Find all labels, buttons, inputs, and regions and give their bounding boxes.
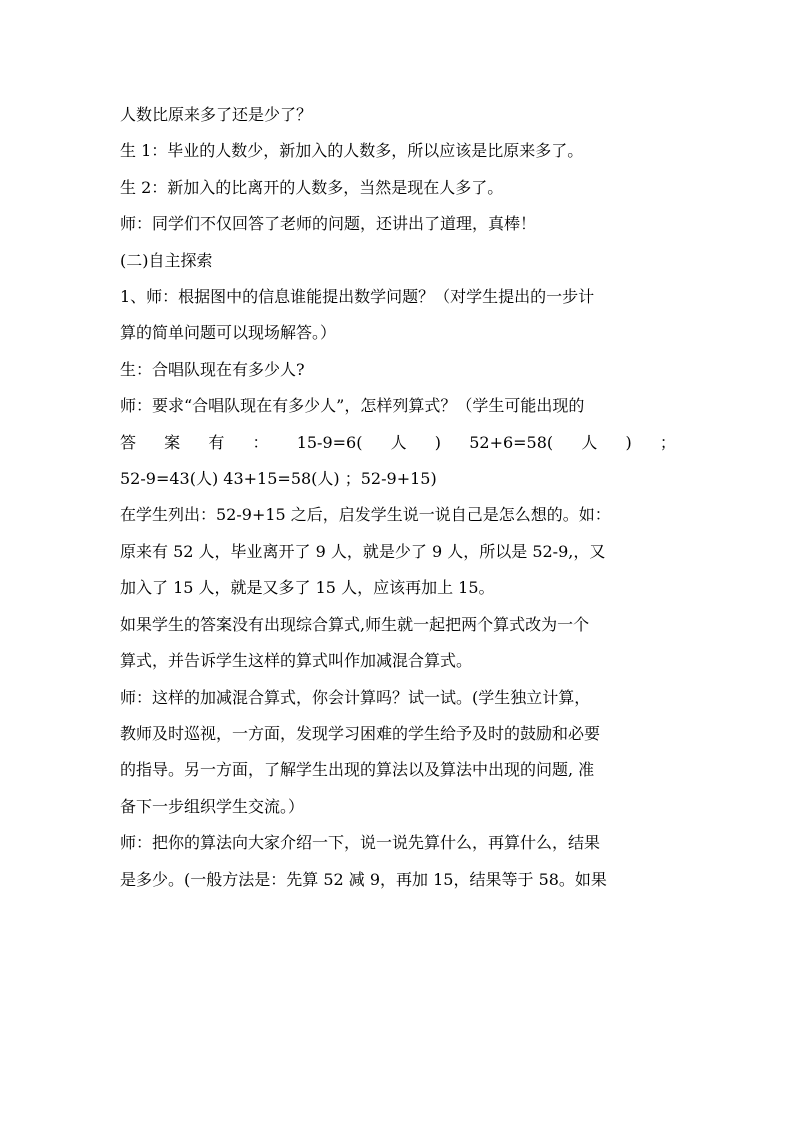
text-line: 52-9=43(人) 43+15=58(人) ；52-9+15) <box>120 469 437 489</box>
text-line: 1、师：根据图中的信息谁能提出数学问题？（对学生提出的一步计 <box>120 287 595 307</box>
text-line: 教师及时巡视，一方面，发现学习困难的学生给予及时的鼓励和必要 <box>120 723 601 743</box>
answer-token: 答 <box>120 432 137 452</box>
text-line: 的指导。另一方面，了解学生出现的算法以及算法中出现的问题, 准 <box>120 760 595 780</box>
answer-token: 52+6=58( <box>469 432 554 452</box>
text-line: 加入了 15 人，就是又多了 15 人，应该再加上 15。 <box>120 578 495 598</box>
text-line: 算的简单问题可以现场解答。） <box>120 323 337 343</box>
document-body <box>120 97 676 898</box>
answer-token: ； <box>659 432 676 452</box>
answer-token: 案 <box>164 432 181 452</box>
text-line: 生 1：毕业的人数少，新加入的人数多，所以应该是比原来多了。 <box>120 141 584 161</box>
text-line: 是多少。(一般方法是：先算 52 减 9，再加 15，结果等于 58。如果 <box>120 869 607 889</box>
text-line: 生 2：新加入的比离开的人数多，当然是现在人多了。 <box>120 177 504 197</box>
text-line: 师：把你的算法向大家介绍一下，说一说先算什么，再算什么，结果 <box>120 833 601 853</box>
answer-token: 人 <box>581 432 598 452</box>
answer-token: 有 <box>208 432 225 452</box>
text-line: 生：合唱队现在有多少人? <box>120 359 305 379</box>
answer-token: 15-9=6( <box>296 432 363 452</box>
text-line: 在学生列出：52-9+15 之后，启发学生说一说自己是怎么想的。如： <box>120 505 611 525</box>
answer-token: ： <box>252 432 269 452</box>
text-line: 师：这样的加减混合算式，你会计算吗？试一试。(学生独立计算， <box>120 687 591 707</box>
text-line: 师：要求“合唱队现在有多少人”，怎样列算式？（学生可能出现的 <box>120 396 585 416</box>
text-line: 人数比原来多了还是少了？ <box>120 105 313 124</box>
answer-line <box>120 425 676 461</box>
answer-token: 人 <box>390 432 407 452</box>
answer-token: ) <box>434 432 442 452</box>
text-line: 如果学生的答案没有出现综合算式,师生就一起把两个算式改为一个 <box>120 614 590 634</box>
text-line: 原来有 52 人，毕业离开了 9 人，就是少了 9 人，所以是 52-9,，又 <box>120 541 606 561</box>
text-line: 备下一步组织学生交流。） <box>120 796 305 816</box>
section-heading: (二)自主探索 <box>120 250 213 270</box>
text-line: 师：同学们不仅回答了老师的问题，还讲出了道理，真棒！ <box>120 214 537 234</box>
answer-token: ) <box>625 432 632 452</box>
text-line: 算式，并告诉学生这样的算式叫作加减混合算式。 <box>120 651 473 671</box>
